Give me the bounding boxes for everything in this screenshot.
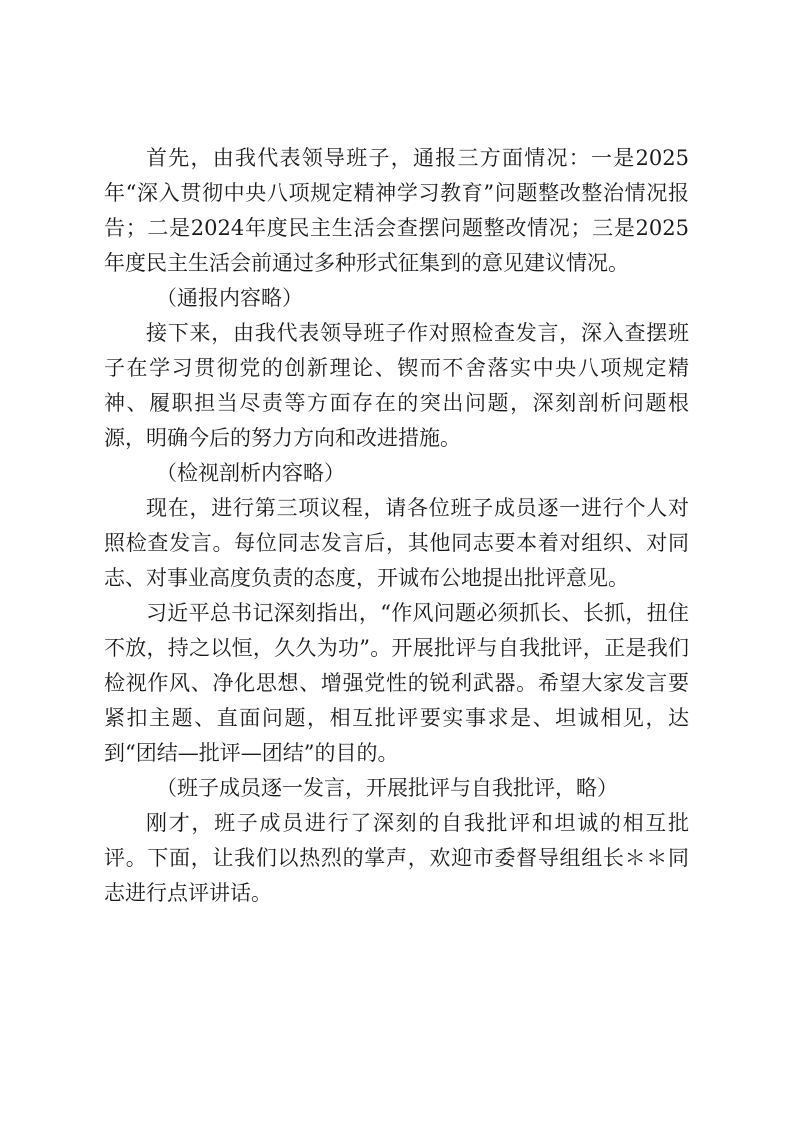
document-page — [104, 141, 689, 911]
paragraph-briefing-intro: 首先，由我代表领导班子，通报三方面情况：一是2025年“深入贯彻中央八项规定精神学习教育”问题整改整治情况报告；二是2024年度民主生活会查摆问题整改情况；三是2025年度民主生活会前通过多种形式征集到的意见建议情况。 — [104, 146, 689, 275]
paragraph-self-review: 接下来，由我代表领导班子作对照检查发言，深入查摆班子在学习贯彻党的创新理论、锲而不舍落实中央八项规定精神、履职担当尽责等方面存在的突出问题，深刻剖析问题根源，明确今后的努力方向和改进措施。 — [104, 321, 689, 450]
note-briefing-omitted: （通报内容略） — [156, 286, 303, 310]
paragraph-closing-welcome: 刚才，班子成员进行了深刻的自我批评和坦诚的相互批评。下面，让我们以热烈的掌声，欢迎市委督导组组长＊＊同志进行点评讲话。 — [104, 811, 689, 905]
paragraph-criticism-quote: 习近平总书记深刻指出，“作风问题必须抓长、长抓，扭住不放，持之以恒，久久为功”。开展批评与自我批评，正是我们检视作风、净化思想、增强党性的锐利武器。希望大家发言要紧扣主题、直面问题，相互批评要实事求是、坦诚相见，达到“团结—批评—团结”的目的。 — [104, 601, 689, 765]
paragraph-agenda-three: 现在，进行第三项议程，请各位班子成员逐一进行个人对照检查发言。每位同志发言后，其他同志要本着对组织、对同志、对事业高度负责的态度，开诚布公地提出批评意见。 — [104, 496, 689, 590]
note-review-omitted: （检视剖析内容略） — [156, 461, 345, 485]
note-members-speak-omitted: （班子成员逐一发言，开展批评与自我批评，略） — [156, 776, 618, 800]
